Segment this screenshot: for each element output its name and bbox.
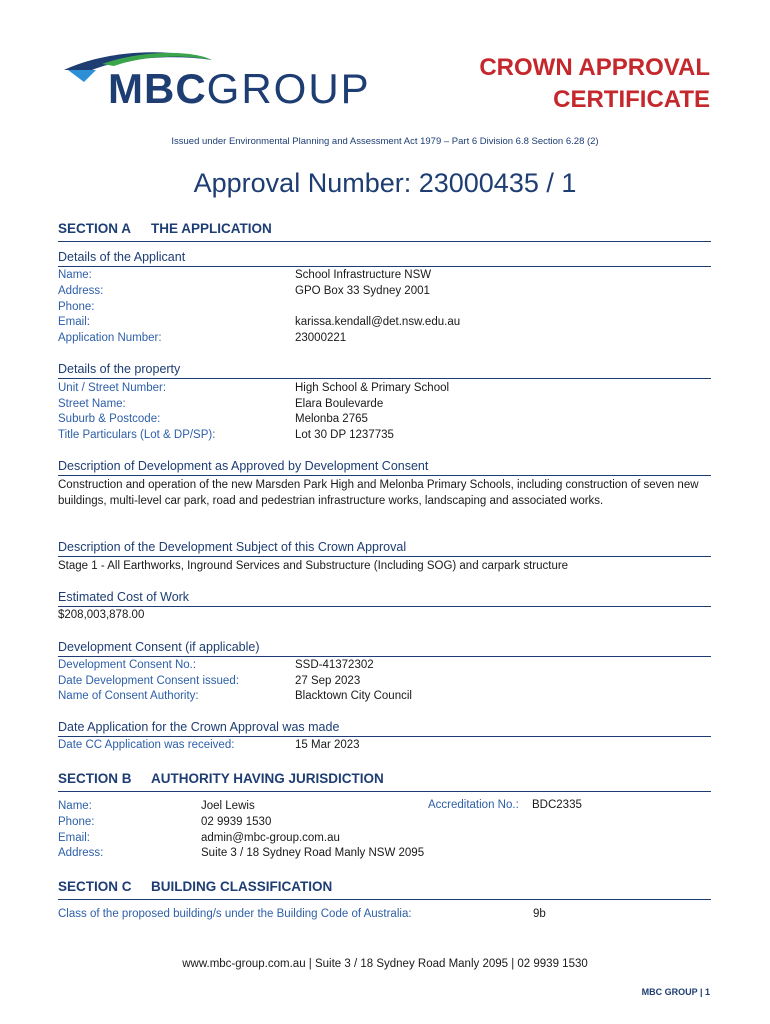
label-street-name: Street Name: [58,397,126,410]
approval-number: Approval Number: 23000435 / 1 [193,168,577,198]
authority-address: Suite 3 / 18 Sydney Road Manly NSW 2095 [201,847,425,860]
crown-approval-desc-text: Stage 1 - All Earthworks, Inground Services and Substructure (Including SOG) and carpark structure [58,560,569,572]
authority-values [201,799,424,862]
label-accreditation: Accreditation No.: [428,799,519,811]
consent-heading: Development Consent (if applicable) [58,640,711,657]
label-consent-authority: Name of Consent Authority: [58,690,199,702]
property-heading: Details of the property [58,362,711,379]
logo-wordmark: MBCGROUP [108,65,371,112]
applicant-address: GPO Box 33 Sydney 2001 [295,284,430,297]
label-application-number: Application Number: [58,332,162,345]
company-logo [62,48,382,120]
certificate-title: CROWN APPROVAL CERTIFICATE [479,54,710,113]
label-address: Address: [58,284,104,297]
property-street: Elara Boulevarde [295,397,384,410]
footer-contact: www.mbc-group.com.au | Suite 3 / 18 Sydney Road Manly 2095 | 02 9939 1530 [182,958,588,970]
applicant-name: School Infrastructure NSW [295,269,432,281]
applicant-labels [58,268,162,347]
label-cc-date: Date CC Application was received: [58,739,235,751]
label-unit-street-number: Unit / Street Number: [58,382,167,394]
applicant-values [295,268,460,347]
label-authority-email: Email: [58,831,90,844]
property-values [295,381,449,443]
applicant-application-number: 23000221 [295,332,347,345]
label-authority-phone: Phone: [58,815,95,828]
development-consent-desc-text: Construction and operation of the new Marsden Park High and Melonba Primary Schools, including construction of seven new buildings, multi-level car park, road and pedestrian infrastructure works, landscaping and associated works. [58,479,699,507]
issued-under-text: Issued under Environmental Planning and Assessment Act 1979 – Part 6 Division 6.8 Section 6.28 (2) [171,136,599,147]
consent-values [295,658,412,705]
applicant-phone [295,300,460,316]
applicant-email: karissa.kendall@det.nsw.edu.au [295,316,461,329]
consent-authority: Blacktown City Council [295,690,412,702]
page-number: MBC GROUP | 1 [641,987,710,997]
authority-phone: 02 9939 1530 [201,815,272,828]
label-building-class: Class of the proposed building/s under the Building Code of Australia: [58,908,412,920]
cost-value: $208,003,878.00 [58,609,145,621]
label-authority-name: Name: [58,800,92,812]
section-a-heading: SECTION A THE APPLICATION [58,221,711,242]
property-unit: High School & Primary School [295,382,450,394]
authority-name: Joel Lewis [201,800,255,812]
section-b-heading: SECTION B AUTHORITY HAVING JURISDICTION [58,771,711,792]
consent-date: 27 Sep 2023 [295,674,361,687]
consent-labels [58,658,239,705]
label-consent-date: Date Development Consent issued: [58,674,239,687]
label-phone: Phone: [58,300,95,313]
label-consent-no: Development Consent No.: [58,659,197,671]
label-title-particulars: Title Particulars (Lot & DP/SP): [58,428,216,441]
label-name: Name: [58,269,92,281]
label-suburb-postcode: Suburb & Postcode: [58,413,161,425]
property-title: Lot 30 DP 1237735 [295,428,394,441]
authority-labels [58,799,103,862]
label-email: Email: [58,316,90,329]
label-authority-address: Address: [58,847,104,860]
building-class-value: 9b [533,908,546,920]
property-suburb: Melonba 2765 [295,413,368,425]
development-consent-desc-heading: Description of Development as Approved by Development Consent [58,459,711,476]
authority-email: admin@mbc-group.com.au [201,831,340,844]
accreditation-value: BDC2335 [532,799,582,811]
crown-approval-desc-heading: Description of the Development Subject of this Crown Approval [58,540,711,557]
consent-no: SSD-41372302 [295,659,374,671]
section-c-heading: SECTION C BUILDING CLASSIFICATION [58,879,711,900]
cost-heading: Estimated Cost of Work [58,590,711,607]
applicant-heading: Details of the Applicant [58,250,711,267]
cc-date-value: 15 Mar 2023 [295,739,360,751]
property-labels [58,381,215,443]
application-date-heading: Date Application for the Crown Approval was made [58,720,711,737]
